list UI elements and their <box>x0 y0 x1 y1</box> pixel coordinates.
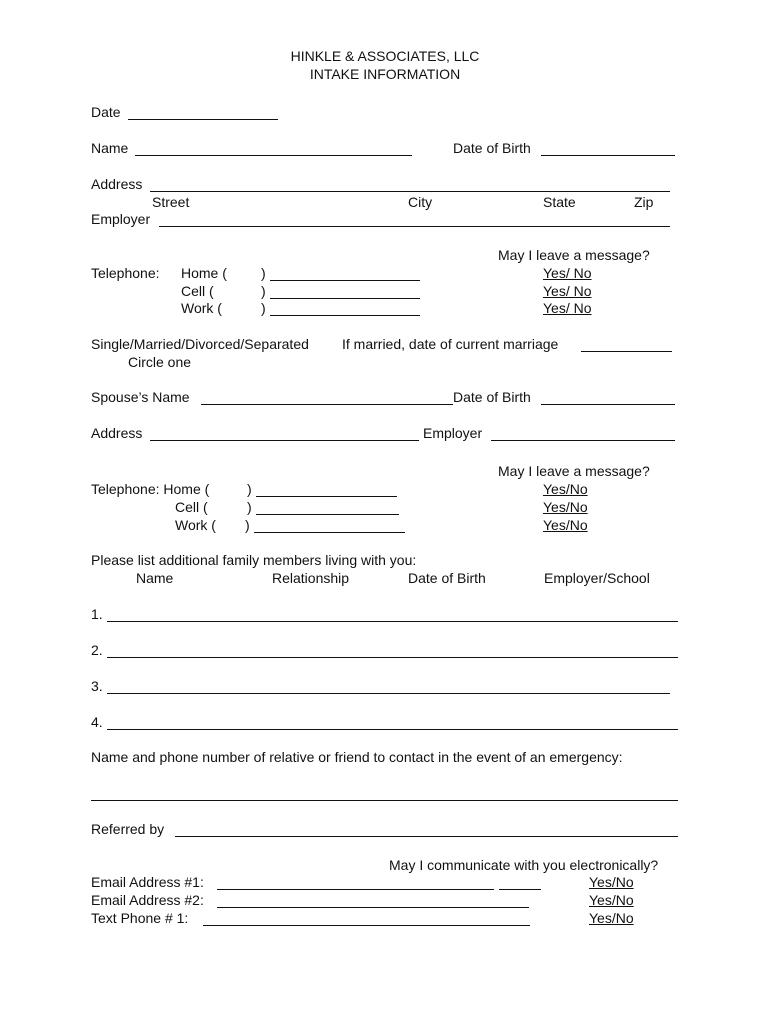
spouse-home-phone-label: Telephone: Home ( <box>91 481 210 497</box>
email1-option[interactable]: Yes/No <box>589 874 634 890</box>
cell-phone-label: Cell ( <box>181 283 214 299</box>
family-row-3-field[interactable] <box>107 693 670 694</box>
work-phone-label: Work ( <box>181 300 222 316</box>
message-question: May I leave a message? <box>498 247 650 263</box>
family-col-relationship: Relationship <box>272 570 350 586</box>
marriage-date-field[interactable] <box>581 351 672 352</box>
spouse-home-paren: ) <box>247 481 252 497</box>
spouse-dob-field[interactable] <box>541 404 675 405</box>
form-title: INTAKE INFORMATION <box>309 66 461 82</box>
spouse-address-label: Address <box>91 425 143 441</box>
work-phone-field[interactable] <box>270 315 420 316</box>
spouse-home-message-option[interactable]: Yes/No <box>543 481 588 497</box>
zip-label: Zip <box>634 194 654 210</box>
city-label: City <box>408 194 433 210</box>
spouse-cell-phone-field[interactable] <box>256 514 399 515</box>
spouse-work-phone-field[interactable] <box>254 532 405 533</box>
name-field[interactable] <box>135 155 412 156</box>
spouse-home-phone-field[interactable] <box>256 496 397 497</box>
dob-label: Date of Birth <box>453 140 531 156</box>
emergency-contact-field[interactable] <box>91 800 678 801</box>
spouse-cell-paren: ) <box>247 499 252 515</box>
email1-field[interactable] <box>217 889 494 890</box>
date-field[interactable] <box>128 119 278 120</box>
email1-label: Email Address #1: <box>91 874 204 890</box>
emergency-contact-label: Name and phone number of relative or friend to contact in the event of an emergency: <box>91 749 623 765</box>
spouse-name-label: Spouse’s Name <box>91 389 190 405</box>
home-paren: ) <box>261 265 266 281</box>
company-name: HINKLE & ASSOCIATES, LLC <box>290 48 480 64</box>
work-message-option[interactable]: Yes/ No <box>543 300 592 316</box>
spouse-work-message-option[interactable]: Yes/No <box>543 517 588 533</box>
family-row-2-field[interactable] <box>107 657 678 658</box>
family-row-1-field[interactable] <box>107 621 678 622</box>
address-field[interactable] <box>150 191 670 192</box>
text-phone-label: Text Phone # 1: <box>91 910 189 926</box>
spouse-employer-field[interactable] <box>491 440 675 441</box>
spouse-work-paren: ) <box>245 517 250 533</box>
family-col-name: Name <box>136 570 174 586</box>
spouse-dob-label: Date of Birth <box>453 389 531 405</box>
cell-message-option[interactable]: Yes/ No <box>543 283 592 299</box>
state-label: State <box>543 194 576 210</box>
family-col-employer: Employer/School <box>544 570 650 586</box>
spouse-message-question: May I leave a message? <box>498 463 650 479</box>
circle-one-label: Circle one <box>128 354 192 370</box>
email2-option[interactable]: Yes/No <box>589 892 634 908</box>
spouse-work-phone-label: Work ( <box>175 517 216 533</box>
family-intro: Please list additional family members living with you: <box>91 552 417 568</box>
cell-phone-field[interactable] <box>270 298 420 299</box>
date-label: Date <box>91 104 121 120</box>
spouse-address-field[interactable] <box>150 440 419 441</box>
spouse-name-field[interactable] <box>201 404 453 405</box>
home-phone-label: Home ( <box>181 265 227 281</box>
telephone-label: Telephone: <box>91 265 160 281</box>
street-label: Street <box>152 194 190 210</box>
referred-by-field[interactable] <box>175 836 678 837</box>
dob-field[interactable] <box>541 155 675 156</box>
electronic-question: May I communicate with you electronically? <box>389 857 659 873</box>
family-row-1-number: 1. <box>91 606 103 622</box>
spouse-cell-phone-label: Cell ( <box>175 499 208 515</box>
referred-by-label: Referred by <box>91 821 165 837</box>
family-col-dob: Date of Birth <box>408 570 486 586</box>
employer-field[interactable] <box>159 226 670 227</box>
address-label: Address <box>91 176 143 192</box>
family-row-4-number: 4. <box>91 714 103 730</box>
work-paren: ) <box>261 300 266 316</box>
email2-label: Email Address #2: <box>91 892 204 908</box>
marriage-date-label: If married, date of current marriage <box>342 336 559 352</box>
cell-paren: ) <box>261 283 266 299</box>
employer-label: Employer <box>91 211 151 227</box>
spouse-employer-label: Employer <box>423 425 483 441</box>
email1-field-extension[interactable] <box>499 889 541 890</box>
email2-field[interactable] <box>217 907 529 908</box>
text-phone-field[interactable] <box>203 925 530 926</box>
home-phone-field[interactable] <box>270 280 420 281</box>
family-row-4-field[interactable] <box>107 729 678 730</box>
name-label: Name <box>91 140 129 156</box>
text-phone-option[interactable]: Yes/No <box>589 910 634 926</box>
marital-options[interactable]: Single/Married/Divorced/Separated <box>91 336 309 352</box>
family-row-3-number: 3. <box>91 678 103 694</box>
spouse-cell-message-option[interactable]: Yes/No <box>543 499 588 515</box>
home-message-option[interactable]: Yes/ No <box>543 265 592 281</box>
family-row-2-number: 2. <box>91 642 103 658</box>
